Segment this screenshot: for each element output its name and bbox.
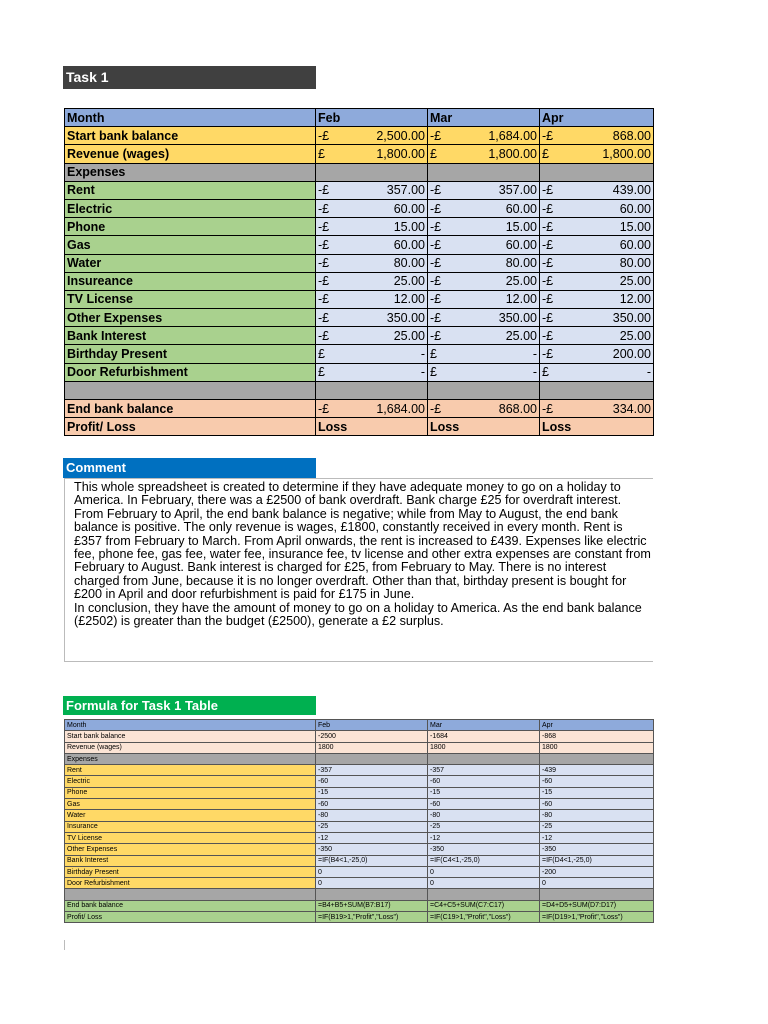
formula-header-row [65, 720, 654, 731]
task-title: Task 1 [63, 66, 316, 89]
formula-cell: -1684 [428, 731, 540, 742]
row-label: Electric [65, 199, 316, 217]
formula-label: Phone [65, 787, 316, 798]
formula-cell: =IF(D19>1,"Profit","Loss") [540, 912, 654, 923]
formula-label: Rent [65, 765, 316, 776]
expense-row [65, 254, 654, 272]
amount-value: 15.00 [393, 219, 425, 234]
amount-cell [428, 345, 540, 363]
formula-label: Door Refurbishment [65, 878, 316, 889]
amount-cell [540, 181, 654, 199]
formula-expense-row [65, 855, 654, 866]
formula-cell: -60 [540, 799, 654, 810]
amount-value: 25.00 [393, 274, 425, 289]
currency-sign: -£ [318, 128, 330, 143]
formula-table [64, 719, 654, 923]
start-balance-row [65, 127, 654, 145]
empty-cell [540, 381, 654, 399]
formula-cell: -60 [428, 776, 540, 787]
row-label: Water [65, 254, 316, 272]
currency-sign: -£ [542, 183, 554, 198]
formula-cell: -15 [540, 787, 654, 798]
formula-cell: =D4+D5+SUM(D7:D17) [540, 900, 654, 911]
amount-value: 12.00 [619, 292, 651, 307]
row-label: End bank balance [65, 400, 316, 418]
amount-cell [540, 127, 654, 145]
amount-value: 350.00 [612, 310, 651, 325]
amount-cell [428, 400, 540, 418]
row-label: Other Expenses [65, 309, 316, 327]
formula-cell: -60 [428, 799, 540, 810]
row-label: Birthday Present [65, 345, 316, 363]
expense-row [65, 290, 654, 308]
currency-sign: -£ [430, 219, 442, 234]
amount-value: 60.00 [393, 237, 425, 252]
formula-cell: -350 [428, 844, 540, 855]
expense-row [65, 345, 654, 363]
empty-cell [316, 753, 428, 764]
formula-cell: -350 [540, 844, 654, 855]
currency-sign: £ [318, 347, 325, 362]
amount-cell [540, 218, 654, 236]
empty-cell [428, 889, 540, 900]
formula-title: Formula for Task 1 Table [63, 696, 316, 715]
expense-row [65, 199, 654, 217]
formula-cell: -80 [316, 810, 428, 821]
formula-cell: -60 [316, 799, 428, 810]
currency-sign: -£ [430, 201, 442, 216]
formula-label: Bank Interest [65, 855, 316, 866]
amount-cell [316, 400, 428, 418]
currency-sign: -£ [542, 347, 554, 362]
expenses-label: Expenses [65, 163, 316, 181]
currency-sign: -£ [318, 183, 330, 198]
amount-value: - [420, 347, 425, 362]
amount-value: 1,684.00 [376, 401, 425, 416]
row-label: Bank Interest [65, 327, 316, 345]
currency-sign: £ [318, 365, 325, 380]
formula-cell: -60 [316, 776, 428, 787]
amount-value: 80.00 [505, 256, 537, 271]
empty-cell [316, 381, 428, 399]
currency-sign: -£ [318, 274, 330, 289]
formula-cell: -15 [428, 787, 540, 798]
formula-start-row [65, 731, 654, 742]
expense-row [65, 327, 654, 345]
amount-value: 1,800.00 [602, 146, 651, 161]
amount-value: 60.00 [505, 237, 537, 252]
formula-cell: =IF(B19>1,"Profit","Loss") [316, 912, 428, 923]
amount-value: 334.00 [612, 401, 651, 416]
currency-sign: -£ [318, 292, 330, 307]
formula-cell: Feb [316, 720, 428, 731]
formula-expense-row [65, 866, 654, 877]
currency-sign: -£ [542, 292, 554, 307]
currency-sign: -£ [318, 219, 330, 234]
amount-cell [540, 327, 654, 345]
amount-value: 868.00 [498, 401, 537, 416]
amount-value: 350.00 [386, 310, 425, 325]
empty-cell [428, 381, 540, 399]
currency-sign: -£ [430, 274, 442, 289]
formula-expense-row [65, 878, 654, 889]
row-label: Insureance [65, 272, 316, 290]
amount-value: 60.00 [619, 201, 651, 216]
amount-cell [316, 199, 428, 217]
amount-cell [540, 309, 654, 327]
amount-cell [316, 127, 428, 145]
empty-cell [428, 753, 540, 764]
formula-label: End bank balance [65, 900, 316, 911]
empty-cell [65, 381, 316, 399]
formula-cell: =IF(B4<1,-25,0) [316, 855, 428, 866]
amount-cell [316, 272, 428, 290]
amount-cell [316, 181, 428, 199]
formula-expense-row [65, 799, 654, 810]
amount-cell [428, 327, 540, 345]
amount-cell [316, 309, 428, 327]
header-month: Month [65, 109, 316, 127]
amount-value: 439.00 [612, 183, 651, 198]
formula-cell: =IF(D4<1,-25,0) [540, 855, 654, 866]
amount-cell [316, 345, 428, 363]
currency-sign: £ [542, 365, 549, 380]
formula-expense-row [65, 787, 654, 798]
currency-sign: -£ [430, 328, 442, 343]
formula-label: Gas [65, 799, 316, 810]
formula-expenses-label: Expenses [65, 753, 316, 764]
header-mar: Mar [428, 109, 540, 127]
amount-cell [540, 199, 654, 217]
row-label: Rent [65, 181, 316, 199]
formula-cell: -2500 [316, 731, 428, 742]
amount-value: 80.00 [619, 256, 651, 271]
amount-value: 60.00 [619, 237, 651, 252]
empty-cell [65, 889, 316, 900]
formula-cell: =C4+C5+SUM(C7:C17) [428, 900, 540, 911]
amount-cell [540, 363, 654, 381]
amount-cell [540, 345, 654, 363]
formula-cell: =B4+B5+SUM(B7:B17) [316, 900, 428, 911]
blank-row [65, 381, 654, 399]
amount-value: 868.00 [612, 128, 651, 143]
amount-cell [316, 236, 428, 254]
currency-sign: -£ [542, 201, 554, 216]
profit-loss-row [65, 418, 654, 436]
amount-value: 25.00 [505, 274, 537, 289]
formula-cell: 0 [540, 878, 654, 889]
row-label: TV License [65, 290, 316, 308]
profit-loss-value: Loss [316, 418, 428, 436]
formula-blank-row [65, 889, 654, 900]
formula-cell: -12 [540, 832, 654, 843]
currency-sign: -£ [542, 237, 554, 252]
amount-cell [316, 327, 428, 345]
amount-cell [428, 309, 540, 327]
header-apr: Apr [540, 109, 654, 127]
amount-cell [428, 254, 540, 272]
formula-cell: -60 [540, 776, 654, 787]
empty-cell [428, 163, 540, 181]
empty-cell [540, 889, 654, 900]
end-balance-row [65, 400, 654, 418]
amount-cell [316, 290, 428, 308]
amount-value: 25.00 [619, 328, 651, 343]
formula-label: TV License [65, 832, 316, 843]
currency-sign: -£ [542, 401, 554, 416]
formula-label: Month [65, 720, 316, 731]
formula-expense-row [65, 844, 654, 855]
currency-sign: -£ [542, 256, 554, 271]
formula-revenue-row [65, 742, 654, 753]
amount-cell [540, 290, 654, 308]
amount-cell [540, 254, 654, 272]
amount-cell [428, 218, 540, 236]
empty-cell [316, 889, 428, 900]
profit-loss-value: Loss [428, 418, 540, 436]
amount-cell [428, 145, 540, 163]
formula-cell: 1800 [428, 742, 540, 753]
formula-cell: 1800 [316, 742, 428, 753]
formula-cell: 0 [316, 878, 428, 889]
amount-value: 2,500.00 [376, 128, 425, 143]
formula-expense-row [65, 765, 654, 776]
formula-cell: -25 [428, 821, 540, 832]
comment-text [74, 481, 654, 628]
expense-row [65, 272, 654, 290]
currency-sign: -£ [430, 292, 442, 307]
row-label: Revenue (wages) [65, 145, 316, 163]
amount-value: - [420, 365, 425, 380]
currency-sign: £ [542, 146, 549, 161]
amount-cell [428, 363, 540, 381]
formula-expense-row [65, 776, 654, 787]
formula-label: Water [65, 810, 316, 821]
formula-cell: 1800 [540, 742, 654, 753]
expenses-header-row [65, 163, 654, 181]
amount-value: 357.00 [498, 183, 537, 198]
currency-sign: -£ [430, 128, 442, 143]
amount-value: 1,800.00 [488, 146, 537, 161]
currency-sign: -£ [318, 256, 330, 271]
formula-expenses-header-row [65, 753, 654, 764]
currency-sign: -£ [430, 256, 442, 271]
amount-cell [540, 272, 654, 290]
amount-value: 200.00 [612, 347, 651, 362]
amount-value: - [532, 347, 537, 362]
formula-cell: -80 [540, 810, 654, 821]
formula-cell: -439 [540, 765, 654, 776]
expense-row [65, 309, 654, 327]
formula-cell: -12 [428, 832, 540, 843]
expense-row [65, 363, 654, 381]
header-row [65, 109, 654, 127]
amount-cell [428, 272, 540, 290]
amount-value: 25.00 [393, 328, 425, 343]
currency-sign: -£ [430, 237, 442, 252]
formula-label: Birthday Present [65, 866, 316, 877]
amount-cell [540, 400, 654, 418]
formula-cell: -350 [316, 844, 428, 855]
revenue-row [65, 145, 654, 163]
amount-value: 15.00 [619, 219, 651, 234]
amount-value: 12.00 [393, 292, 425, 307]
formula-cell: =IF(C19>1,"Profit","Loss") [428, 912, 540, 923]
profit-loss-value: Loss [540, 418, 654, 436]
formula-cell: -25 [316, 821, 428, 832]
formula-expense-row [65, 810, 654, 821]
expense-row [65, 181, 654, 199]
currency-sign: -£ [542, 310, 554, 325]
formula-cell: -12 [316, 832, 428, 843]
formula-cell: -200 [540, 866, 654, 877]
amount-value: 12.00 [505, 292, 537, 307]
currency-sign: -£ [430, 310, 442, 325]
currency-sign: -£ [542, 274, 554, 289]
amount-value: 25.00 [505, 328, 537, 343]
currency-sign: -£ [318, 310, 330, 325]
comment-title: Comment [63, 458, 316, 478]
row-label: Profit/ Loss [65, 418, 316, 436]
formula-profit-loss-row [65, 912, 654, 923]
expense-row [65, 236, 654, 254]
currency-sign: -£ [318, 201, 330, 216]
amount-cell [316, 363, 428, 381]
row-label: Door Refurbishment [65, 363, 316, 381]
currency-sign: £ [430, 347, 437, 362]
row-label: Phone [65, 218, 316, 236]
amount-value: - [646, 365, 651, 380]
formula-cell: Mar [428, 720, 540, 731]
comment-paragraph: In conclusion, they have the amount of money to go on a holiday to America. As the end bank balance (£2502) is greater than the budget (£2500), generate a £2 surplus. [74, 600, 642, 629]
formula-label: Insurance [65, 821, 316, 832]
amount-cell [316, 218, 428, 236]
amount-cell [428, 127, 540, 145]
currency-sign: -£ [430, 401, 442, 416]
currency-sign: -£ [318, 237, 330, 252]
currency-sign: £ [318, 146, 325, 161]
formula-cell: -15 [316, 787, 428, 798]
amount-cell [316, 145, 428, 163]
empty-cell [540, 753, 654, 764]
amount-cell [540, 145, 654, 163]
row-label: Start bank balance [65, 127, 316, 145]
formula-label: Profit/ Loss [65, 912, 316, 923]
formula-cell: 0 [428, 866, 540, 877]
formula-label: Revenue (wages) [65, 742, 316, 753]
budget-table [64, 108, 654, 436]
row-label: Gas [65, 236, 316, 254]
currency-sign: -£ [542, 328, 554, 343]
formula-cell: =IF(C4<1,-25,0) [428, 855, 540, 866]
formula-cell: -357 [316, 765, 428, 776]
formula-cell: -80 [428, 810, 540, 821]
currency-sign: £ [430, 365, 437, 380]
amount-value: 1,684.00 [488, 128, 537, 143]
comment-paragraph: This whole spreadsheet is created to determine if they have adequate money to go on a holiday to America. In February, there was a £2500 of bank overdraft. Bank charge £25 for overdraft interest. From February to April, the end bank balance is negative; while from May to August, the end bank balance is positive. The only revenue is wages, £1800, constantly received in every month. Rent is £357 from February to March. From April onwards, the rent is increased to £439. Expenses like electric fee, phone fee, gas fee, water fee, insurance fee, tv license and other extra expenses are constant from February to August. Bank interest is charged for £25, from February to May. There is no interest charged from June, because it is no longer overdraft. Other than that, birthday present is bought for £200 in April and door refurbishment is paid for £175 in June. [74, 480, 651, 602]
amount-value: 15.00 [505, 219, 537, 234]
amount-value: 60.00 [393, 201, 425, 216]
formula-cell: 0 [428, 878, 540, 889]
amount-value: 80.00 [393, 256, 425, 271]
formula-cell: 0 [316, 866, 428, 877]
formula-label: Electric [65, 776, 316, 787]
expense-row [65, 218, 654, 236]
formula-expense-row [65, 821, 654, 832]
amount-value: 60.00 [505, 201, 537, 216]
currency-sign: £ [430, 146, 437, 161]
formula-cell: -357 [428, 765, 540, 776]
amount-cell [428, 199, 540, 217]
amount-value: 357.00 [386, 183, 425, 198]
formula-label: Start bank balance [65, 731, 316, 742]
formula-cell: Apr [540, 720, 654, 731]
currency-sign: -£ [318, 401, 330, 416]
amount-value: 1,800.00 [376, 146, 425, 161]
currency-sign: -£ [430, 183, 442, 198]
header-feb: Feb [316, 109, 428, 127]
formula-end-row [65, 900, 654, 911]
currency-sign: -£ [318, 328, 330, 343]
amount-cell [316, 254, 428, 272]
formula-cell: -868 [540, 731, 654, 742]
amount-value: - [532, 365, 537, 380]
amount-cell [540, 236, 654, 254]
currency-sign: -£ [542, 219, 554, 234]
empty-cell [540, 163, 654, 181]
amount-value: 25.00 [619, 274, 651, 289]
formula-label: Other Expenses [65, 844, 316, 855]
currency-sign: -£ [542, 128, 554, 143]
empty-cell [316, 163, 428, 181]
amount-cell [428, 290, 540, 308]
amount-cell [428, 236, 540, 254]
formula-edge [64, 940, 65, 950]
formula-cell: -25 [540, 821, 654, 832]
amount-value: 350.00 [498, 310, 537, 325]
amount-cell [428, 181, 540, 199]
formula-expense-row [65, 832, 654, 843]
